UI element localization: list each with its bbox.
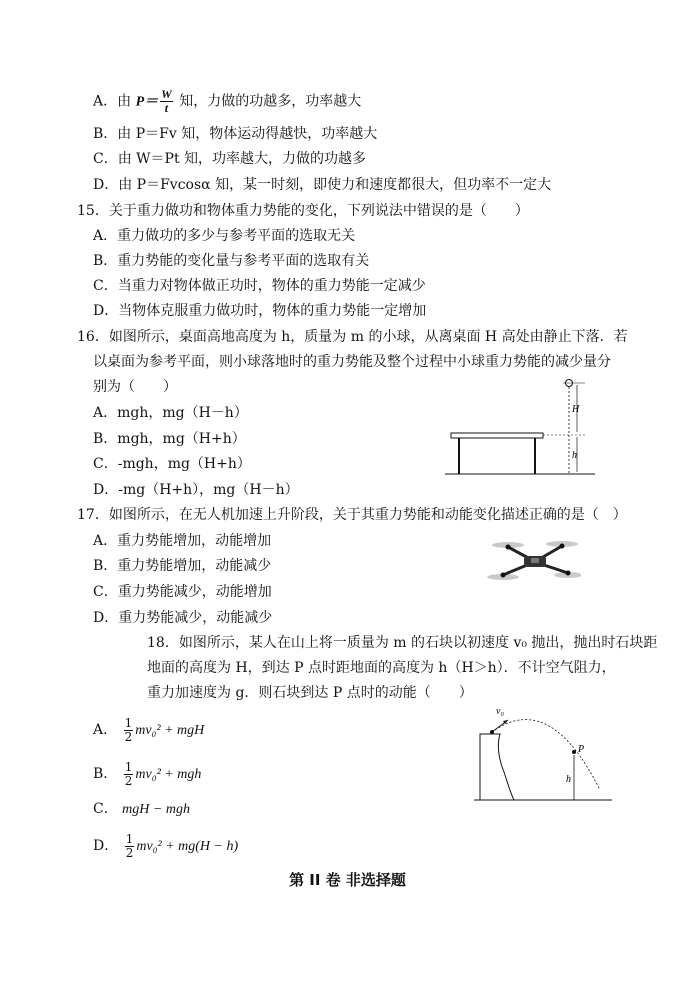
q18-option-a bbox=[93, 716, 204, 745]
q18-d-expr: mv₀² + mg(H − h) bbox=[136, 839, 239, 854]
h-label: h bbox=[566, 774, 571, 785]
drone-icon bbox=[486, 535, 581, 590]
q18-c-label: C． bbox=[93, 801, 118, 817]
q17-option-a: A．重力势能增加，动能增加 bbox=[93, 533, 272, 549]
q14-option-c: C．由 W＝Pt 知，功率越大，力做的功越多 bbox=[93, 151, 367, 167]
q16-option-c: C．-mgh，mg（H+h） bbox=[93, 456, 251, 472]
q14-a-fraction bbox=[160, 88, 173, 115]
q14-a-frac-den: t bbox=[164, 101, 169, 115]
half-num: 1 bbox=[124, 759, 133, 774]
q16-option-d: D．-mg（H+h），mg（H－h） bbox=[93, 482, 299, 498]
q18-b-expr: mv₀² + mgh bbox=[135, 767, 202, 782]
q14-a-frac-num: W bbox=[161, 87, 172, 101]
q18-option-b bbox=[93, 760, 201, 789]
q17-stem: 17．如图所示，在无人机加速上升阶段，关于其重力势能和动能变化描述正确的是（ ） bbox=[77, 507, 627, 523]
q18-a-expr: mv₀² + mgH bbox=[135, 723, 205, 738]
cliff-shape bbox=[480, 734, 514, 800]
q18-stem-line1: 18．如图所示，某人在山上将一质量为 m 的石块以初速度 v₀ 抛出，抛出时石块距 bbox=[147, 635, 658, 651]
q16-table-figure bbox=[445, 378, 605, 478]
q18-d-half bbox=[125, 833, 135, 860]
q17-option-d: D．重力势能减少，动能减少 bbox=[93, 610, 273, 626]
q17-option-b: B．重力势能增加，动能减少 bbox=[93, 558, 272, 574]
q18-option-d bbox=[93, 832, 238, 861]
q16-stem-line3: 别为（ ） bbox=[93, 379, 177, 395]
half-den: 2 bbox=[125, 845, 134, 860]
q18-a-half bbox=[124, 717, 134, 744]
q16-option-a: A．mgh，mg（H－h） bbox=[93, 405, 248, 421]
table-top bbox=[451, 433, 543, 438]
q18-d-label: D． bbox=[93, 838, 119, 854]
q14-option-a bbox=[93, 88, 361, 115]
q15-option-b: B．重力势能的变化量与参考平面的选取有关 bbox=[93, 253, 370, 269]
q14-a-formula: P＝ bbox=[135, 94, 159, 110]
h-label: h bbox=[572, 450, 577, 461]
half-den: 2 bbox=[124, 729, 133, 744]
q18-stem-line2: 地面的高度为 H，到达 P 点时距地面的高度为 h（H＞h）．不计空气阻力， bbox=[147, 660, 616, 676]
half-den: 2 bbox=[124, 773, 133, 788]
q18-a-label: A． bbox=[93, 722, 118, 738]
q15-option-d: D．当物体克服重力做功时，物体的重力势能一定增加 bbox=[93, 303, 427, 319]
q17-option-c: C．重力势能减少，动能增加 bbox=[93, 584, 272, 600]
q15-option-c: C．当重力对物体做正功时，物体的重力势能一定减少 bbox=[93, 278, 426, 294]
q15-option-a: A．重力做功的多少与参考平面的选取无关 bbox=[93, 228, 356, 244]
point-P bbox=[572, 750, 576, 754]
q18-cliff-figure bbox=[470, 700, 620, 810]
q14-a-prefix: A．由 bbox=[93, 93, 132, 110]
half-num: 1 bbox=[124, 715, 133, 730]
q18-b-label: B． bbox=[93, 766, 118, 782]
q18-c-expr: mgH − mgh bbox=[122, 802, 190, 817]
q18-b-half bbox=[124, 761, 134, 788]
P-label: P bbox=[578, 744, 585, 755]
H-label: H bbox=[572, 404, 580, 415]
q16-option-b: B．mgh，mg（H+h） bbox=[93, 431, 246, 447]
q14-option-b: B．由 P＝Fv 知，物体运动得越快，功率越大 bbox=[93, 126, 378, 142]
section-title: 第 II 卷 非选择题 bbox=[289, 871, 406, 889]
q16-stem-line2: 以桌面为参考平面，则小球落地时的重力势能及整个过程中小球重力势能的减少量分 bbox=[93, 354, 611, 370]
half-num: 1 bbox=[125, 831, 134, 846]
q14-a-text: 知，力做的功越多，功率越大 bbox=[179, 93, 362, 110]
q18-option-c bbox=[93, 799, 190, 820]
q18-stem-line3: 重力加速度为 g．则石块到达 P 点时的动能（ ） bbox=[147, 685, 473, 701]
q14-option-d: D．由 P＝Fvcosα 知，某一时刻，即使力和速度都很大，但功率不一定大 bbox=[93, 177, 552, 193]
drone-camera bbox=[531, 558, 539, 563]
v0-label: v₀ bbox=[496, 706, 504, 717]
q16-stem-line1: 16．如图所示，桌面高地高度为 h，质量为 m 的小球，从离桌面 H 高处由静止下落．若 bbox=[77, 329, 628, 345]
q15-stem: 15．关于重力做功和物体重力势能的变化，下列说法中错误的是（ ） bbox=[77, 203, 529, 219]
